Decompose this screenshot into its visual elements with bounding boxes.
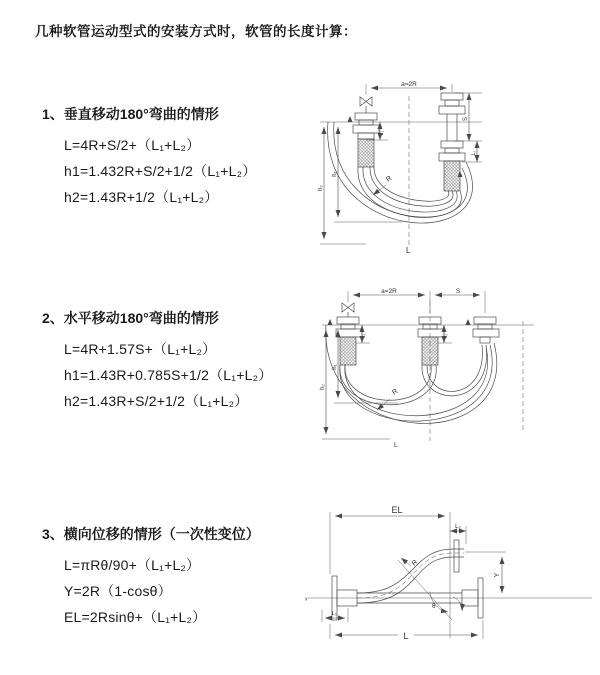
dim-label-l: L (403, 631, 409, 641)
dim-label-h1: h₁ (332, 364, 338, 370)
dim-label-a2r: a=2R (381, 288, 397, 295)
radius-label: R (391, 388, 400, 397)
dim-label-l1: L₁ (379, 130, 385, 136)
formula-h1-1: h1=1.432R+S/2+1/2（L₁+L₂） (64, 163, 257, 179)
dim-label-s: S (463, 116, 469, 122)
radius-label: R (410, 558, 420, 568)
section-2-heading: 2、水平移动180°弯曲的情形 (42, 310, 219, 326)
dim-label-l: L (406, 246, 411, 255)
section-3-heading: 3、横向位移的情形（一次性变位） (42, 526, 260, 542)
dim-label-a2r: a=2R (401, 81, 417, 88)
dim-label-l1: L₁ (332, 611, 337, 617)
dim-label-l1: L₁ (361, 333, 366, 339)
dim-label-l2: L₂ (455, 524, 461, 530)
dim-label-y: Y (494, 572, 501, 578)
left-flange-fitting (336, 317, 362, 365)
dim-label-h2: h₂ (318, 185, 324, 191)
formula-Y-3: Y=2R（1-cosθ） (64, 583, 172, 599)
hose-s-curve (357, 540, 464, 603)
formula-h1-2: h1=1.43R+0.785S+1/2（L₁+L₂） (64, 367, 273, 383)
middle-flange-fitting (418, 317, 444, 365)
dim-label-l2: L₂ (443, 333, 448, 339)
braided-hose-left (340, 337, 356, 365)
dim-label-l: L (394, 442, 398, 449)
dim-label-l2: L₂ (471, 150, 477, 156)
page-title: 几种软管运动型式的安装方式时，软管的长度计算： (35, 24, 357, 39)
braided-hose-left (358, 139, 374, 167)
valve-icon (360, 97, 372, 113)
formula-h2-1: h2=1.43R+1/2（L₁+L₂） (64, 189, 219, 205)
braided-hose-right (444, 161, 460, 191)
section-1-heading: 1、垂直移动180°弯曲的情形 (42, 106, 219, 122)
horizontal-bend-diagram (318, 283, 553, 455)
up-arrow-left-icon (348, 116, 353, 122)
formula-L-1: L=4R+S/2+（L₁+L₂） (64, 137, 201, 153)
dim-label-h2: h₂ (320, 384, 326, 390)
centerline-mark: x (305, 596, 308, 603)
dim-label-el: EL (391, 505, 403, 515)
dim-label-s: S (455, 288, 461, 295)
upper-flange (454, 540, 459, 572)
section-vertical-movement (42, 104, 257, 205)
angle-label: θ (432, 603, 436, 610)
section-horizontal-movement (42, 308, 273, 409)
right-flange-fitting (473, 317, 499, 343)
dim-label-h1: h₁ (332, 171, 338, 177)
formula-L-2: L=4R+1.57S+（L₁+L₂） (64, 341, 217, 357)
radius-label: R (385, 175, 394, 184)
formula-L-3: L=πRθ/90+（L₁+L₂） (64, 557, 201, 573)
valve-icon (342, 303, 354, 317)
up-arrow-left-icon (328, 319, 333, 325)
formula-h2-2: h2=1.43R+S/2+1/2（L₁+L₂） (64, 393, 249, 409)
angle-arc-right (453, 597, 462, 611)
formula-EL-3: EL=2Rsinθ+（L₁+L₂） (64, 609, 207, 625)
lateral-displacement-diagram (302, 500, 597, 648)
up-arrow-right-icon (466, 319, 471, 325)
vertical-bend-diagram (314, 78, 514, 256)
section-lateral-displacement (42, 524, 260, 625)
